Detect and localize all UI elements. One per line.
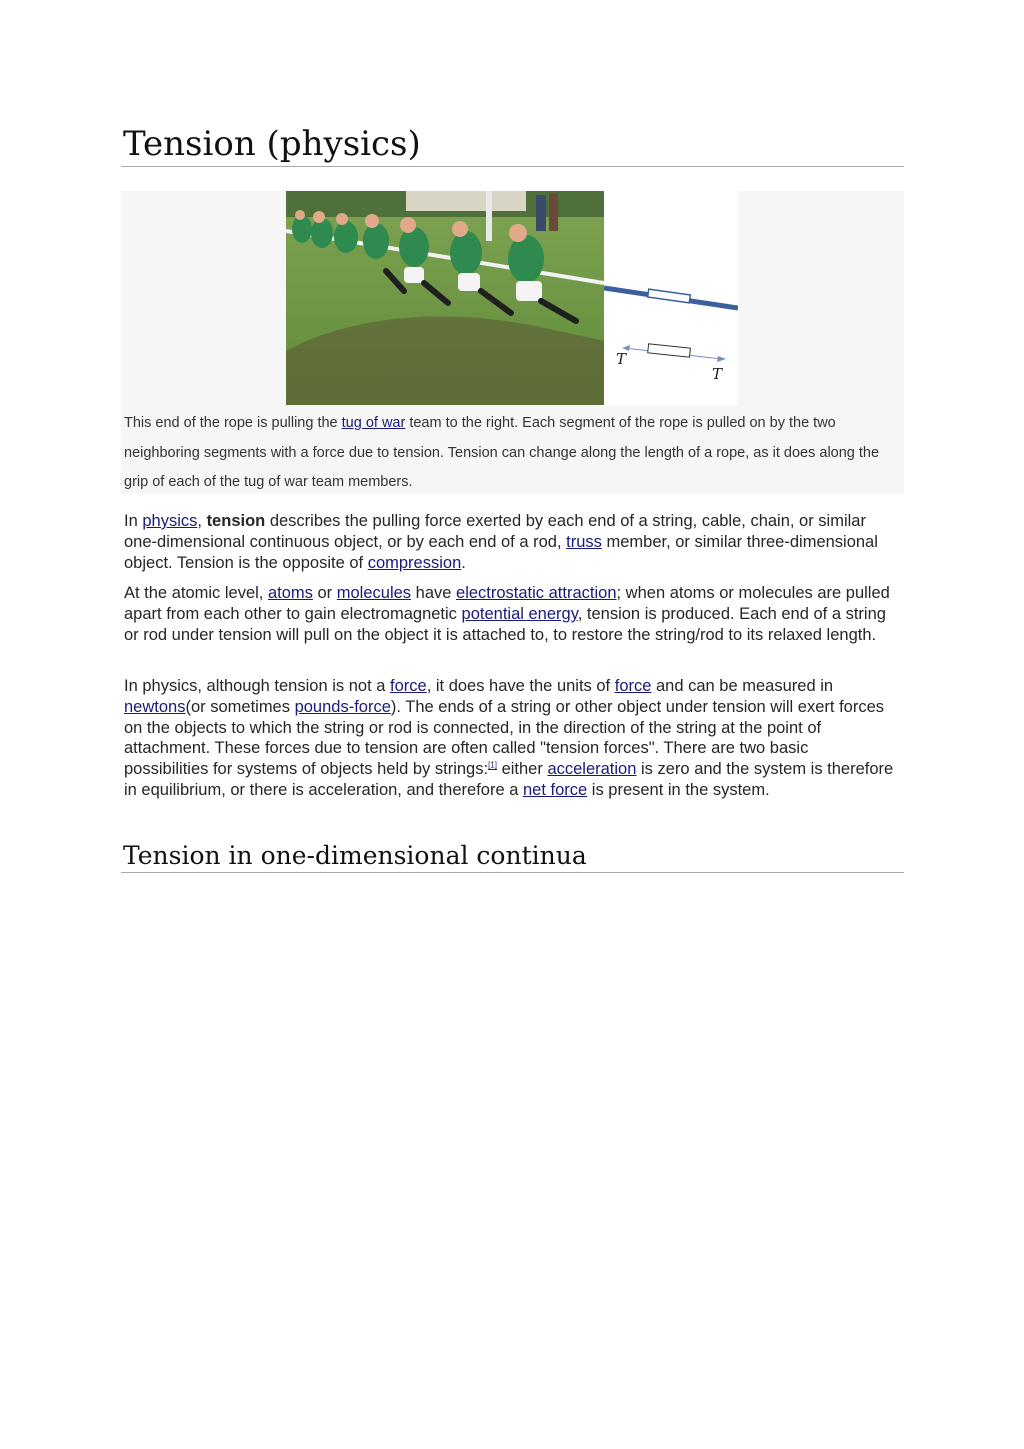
title-divider [121,166,904,167]
newtons-link[interactable]: newtons [124,697,186,716]
tension-label-left: T [616,350,627,368]
atoms-link[interactable]: atoms [267,584,313,602]
text: member, or similar three-dimensional object. Tension is the opposite of [124,532,878,572]
figure-caption [124,409,900,498]
atomic-paragraph [124,583,896,645]
net-force-link[interactable]: net force [522,780,588,799]
section-heading: Tension in one-dimensional continua [123,841,587,870]
text: . [461,553,466,572]
text: , tension is produced. Each end of a string or rod under tension will pull on the object it is attached to, to restore the string/rod to its relaxed length. [124,604,886,644]
caption-text: This end of the rope is pulling the [124,415,342,431]
units-paragraph [124,676,896,801]
text: (or sometimes [185,697,295,716]
text: In [124,512,143,530]
physics-link[interactable]: physics [142,512,198,530]
text: ). The ends of a string or other object under tension will exert forces on the objects to which the string or rod is connected, in the direction of the string at the point of attachment. These forces due to tension are often called "tension forces". There are two basic possibilities for systems of objects held by strings: [124,697,885,779]
section-divider [121,872,904,873]
text: describes the pulling force exerted by each end of a string, cable, chain, or similar one-dimensional continuous object, or by each end of a rod, [124,512,866,551]
text: have [411,584,457,602]
text: is present in the system. [587,780,770,799]
tension-label-right: T [712,365,723,383]
text: At the atomic level, [124,584,268,602]
molecules-link[interactable]: molecules [336,584,412,602]
pounds-force-link[interactable]: pounds-force [294,697,391,716]
acceleration-link[interactable]: acceleration [547,760,637,779]
force-link[interactable]: force [390,677,427,695]
text: or [312,584,337,602]
text: , it does have the units of [426,677,615,695]
tension-diagram [604,191,738,405]
bold-term: tension [206,512,266,530]
tug-of-war-photo [286,191,604,405]
intro-paragraph [124,511,896,573]
text: either [496,760,548,779]
figure-box [121,191,904,493]
caption-text: team to the right. Each segment of the rope is pulled on by the two neighboring segments with a force due to tension. Tension can change along the length of a rope, as it does along the grip of each of the tug of war team members. [124,415,880,490]
force-link[interactable]: force [614,677,652,695]
reference-link[interactable]: [1] [488,760,497,770]
truss-link[interactable]: truss [566,532,602,551]
tug-of-war-link[interactable]: tug of war [341,415,406,431]
text: is zero and the system is therefore in equilibrium, or there is acceleration, and therefore a [124,760,894,799]
text: ; when atoms or molecules are pulled apart from each other to gain electromagnetic [124,584,890,623]
text: In physics, although tension is not a [124,677,390,695]
electrostatic-attraction-link[interactable]: electrostatic attraction [456,584,617,602]
page-title: Tension (physics) [123,124,421,164]
potential-energy-link[interactable]: potential energy [461,604,578,623]
text: and can be measured in [651,677,834,695]
compression-link[interactable]: compression [367,553,462,572]
text: , [197,512,207,530]
